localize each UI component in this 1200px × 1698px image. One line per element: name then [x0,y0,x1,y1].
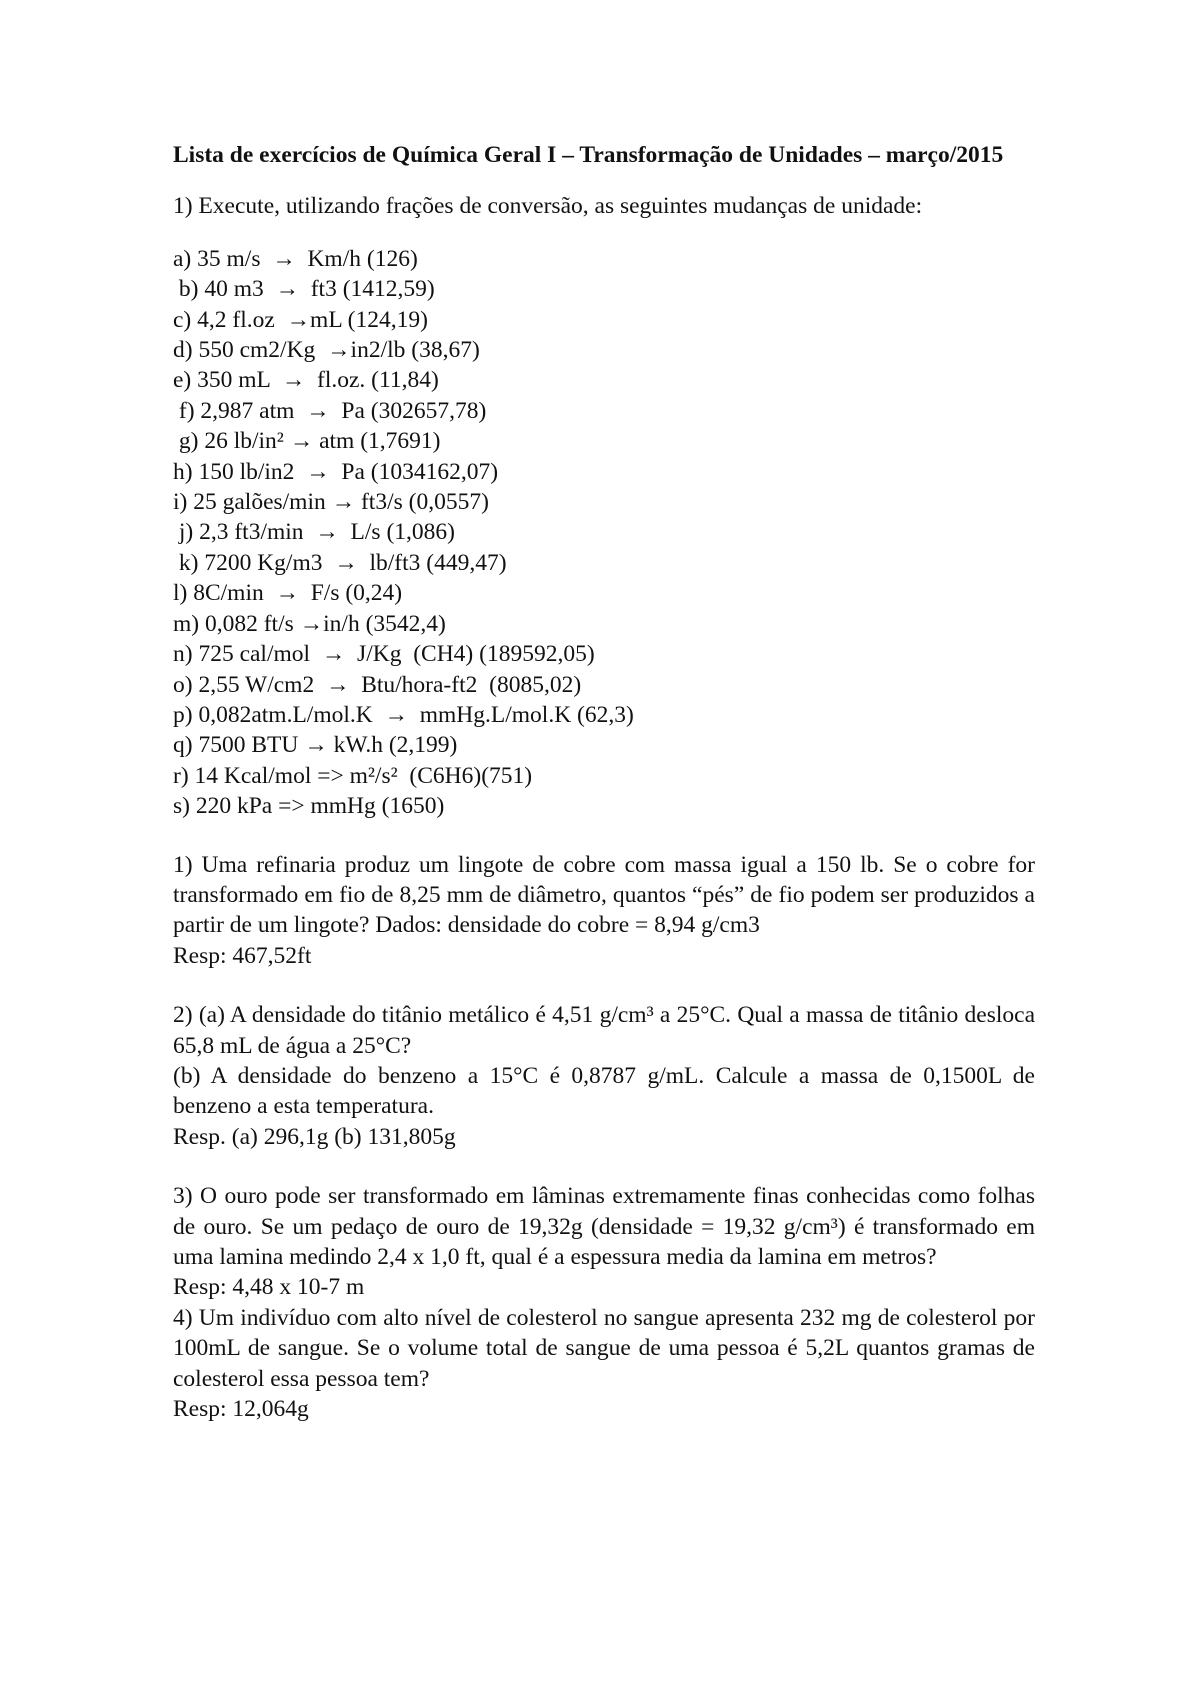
problem-1-text: 1) Uma refinaria produz um lingote de cobre com massa igual a 150 lb. Se o cobre for transformado em fio de 8,25 mm de diâmetro, quantos “pés” de fio podem ser produzidos a partir de um lingote? Dados: densidade do cobre = 8,94 g/cm3 [173,851,1035,939]
problem-2-answer: Resp. (a) 296,1g (b) 131,805g [173,1123,456,1150]
conversion-item-l: l) 8C/min → F/s (0,24) [173,580,403,607]
problem-4-text: 4) Um indivíduo com alto nível de colesterol no sangue apresenta 232 mg de colesterol por 100mL de sangue. Se o volume total de sangue de uma pessoa é 5,2L quantos gramas de colesterol essa pessoa tem? [173,1304,1035,1392]
conversion-item-q: q) 7500 BTU → kW.h (2,199) [173,732,458,759]
conversion-item-c: c) 4,2 fl.oz →mL (124,19) [173,306,428,333]
conversion-list [173,244,1035,822]
problem-1 [173,850,1035,972]
problem-3-answer: Resp: 4,48 x 10-7 m [173,1274,365,1301]
conversion-item-j: j) 2,3 ft3/min → L/s (1,086) [173,519,455,546]
problem-2a-text: 2) (a) A densidade do titânio metálico é 4,51 g/cm³ a 25°C. Qual a massa de titânio desloca 65,8 mL de água a 25°C? [173,1002,1035,1059]
conversion-item-d: d) 550 cm2/Kg →in2/lb (38,67) [173,337,480,364]
conversion-item-k: k) 7200 Kg/m3 → lb/ft3 (449,47) [173,549,507,576]
problem-4-answer: Resp: 12,064g [173,1396,309,1423]
problem-3-text: 3) O ouro pode ser transformado em lâminas extremamente finas conhecidas como folhas de ouro. Se um pedaço de ouro de 19,32g (densidade = 19,32 g/cm³) é transformado em uma lamina medindo 2,4 x 1,0 ft, qual é a espessura media da lamina em metros? [173,1183,1035,1270]
document-title: Lista de exercícios de Química Geral I – Transformação de Unidades – março/2015 [173,142,1004,168]
conversion-item-b: b) 40 m3 → ft3 (1412,59) [173,276,435,303]
conversion-item-m: m) 0,082 ft/s →in/h (3542,4) [173,610,446,637]
conversion-item-g: g) 26 lb/in² → atm (1,7691) [173,428,441,455]
conversion-item-f: f) 2,987 atm → Pa (302657,78) [173,397,487,424]
conversion-item-e: e) 350 mL → fl.oz. (11,84) [173,367,439,394]
problem-1-answer: Resp: 467,52ft [173,942,312,969]
document-page [173,140,1035,1424]
conversion-item-o: o) 2,55 W/cm2 → Btu/hora-ft2 (8085,02) [173,671,582,698]
conversion-item-h: h) 150 lb/in2 → Pa (1034162,07) [173,458,499,485]
conversion-item-s: s) 220 kPa => mmHg (1650) [173,793,445,820]
conversion-item-a: a) 35 m/s → Km/h (126) [173,245,418,272]
conversion-item-p: p) 0,082atm.L/mol.K → mmHg.L/mol.K (62,3) [173,701,634,728]
conversion-item-r: r) 14 Kcal/mol => m²/s² (C6H6)(751) [173,762,533,789]
conversion-item-i: i) 25 galões/min → ft3/s (0,0557) [173,489,489,516]
problem-3 [173,1181,1035,1303]
conversion-item-n: n) 725 cal/mol → J/Kg (CH4) (189592,05) [173,641,595,668]
problem-2 [173,1000,1035,1152]
exercise-1-intro: 1) Execute, utilizando frações de conversão, as seguintes mudanças de unidade: [173,193,923,220]
problem-2b-text: (b) A densidade do benzeno a 15°C é 0,8787 g/mL. Calcule a massa de 0,1500L de benzeno a esta temperatura. [173,1062,1035,1120]
problem-4 [173,1303,1035,1425]
